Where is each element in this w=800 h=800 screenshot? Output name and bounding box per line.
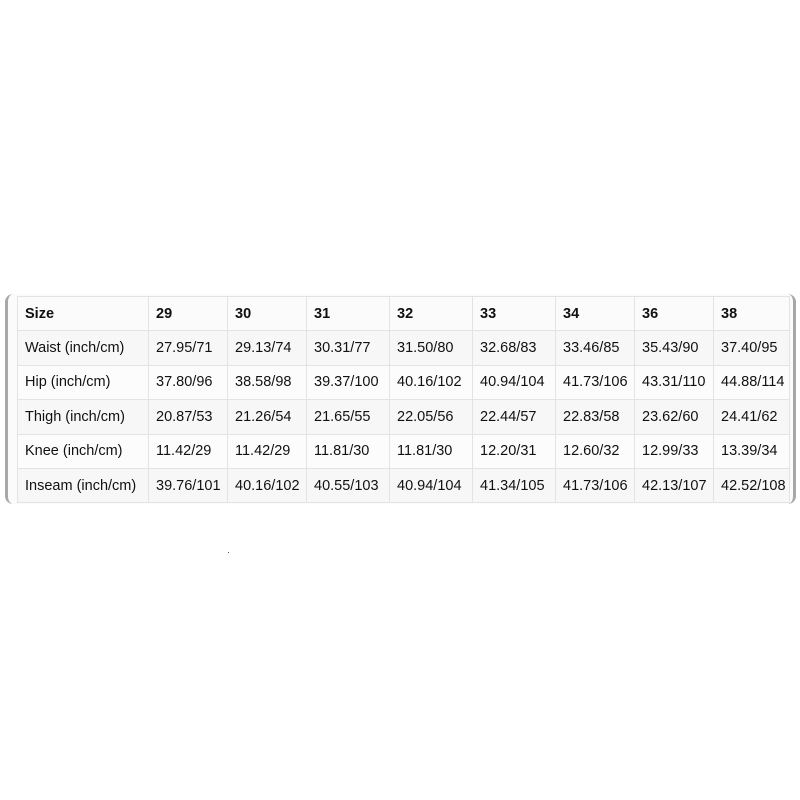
table-cell: 35.43/90 <box>635 331 714 365</box>
table-row-thigh <box>18 400 790 434</box>
table-cell: 12.99/33 <box>635 434 714 468</box>
table-cell: 13.39/34 <box>714 434 790 468</box>
table-cell: 29.13/74 <box>228 331 307 365</box>
header-row <box>18 297 790 331</box>
table-cell: 27.95/71 <box>149 331 228 365</box>
header-cell-size: Size <box>18 297 149 331</box>
row-label-inseam: Inseam (inch/cm) <box>18 468 149 502</box>
header-cell-29: 29 <box>149 297 228 331</box>
table-cell: 42.52/108 <box>714 468 790 502</box>
table-cell: 22.05/56 <box>390 400 473 434</box>
table-cell: 11.42/29 <box>149 434 228 468</box>
table-cell: 11.81/30 <box>390 434 473 468</box>
header-cell-31: 31 <box>307 297 390 331</box>
table-cell: 40.94/104 <box>390 468 473 502</box>
size-chart-card <box>5 294 796 504</box>
table-cell: 23.62/60 <box>635 400 714 434</box>
table-cell: 41.73/106 <box>556 468 635 502</box>
row-label-thigh: Thigh (inch/cm) <box>18 400 149 434</box>
table-cell: 21.65/55 <box>307 400 390 434</box>
table-cell: 42.13/107 <box>635 468 714 502</box>
table-cell: 37.80/96 <box>149 365 228 399</box>
table-cell: 22.44/57 <box>473 400 556 434</box>
table-row-hip <box>18 365 790 399</box>
table-cell: 43.31/110 <box>635 365 714 399</box>
row-label-hip: Hip (inch/cm) <box>18 365 149 399</box>
table-cell: 30.31/77 <box>307 331 390 365</box>
table-cell: 41.73/106 <box>556 365 635 399</box>
table-cell: 39.76/101 <box>149 468 228 502</box>
table-cell: 20.87/53 <box>149 400 228 434</box>
header-cell-32: 32 <box>390 297 473 331</box>
header-cell-34: 34 <box>556 297 635 331</box>
table-cell: 40.55/103 <box>307 468 390 502</box>
table-cell: 11.81/30 <box>307 434 390 468</box>
table-cell: 37.40/95 <box>714 331 790 365</box>
table-cell: 39.37/100 <box>307 365 390 399</box>
table-cell: 11.42/29 <box>228 434 307 468</box>
size-chart-table <box>17 296 790 503</box>
table-cell: 38.58/98 <box>228 365 307 399</box>
table-cell: 40.94/104 <box>473 365 556 399</box>
header-cell-36: 36 <box>635 297 714 331</box>
header-cell-38: 38 <box>714 297 790 331</box>
table-cell: 12.60/32 <box>556 434 635 468</box>
row-label-waist: Waist (inch/cm) <box>18 331 149 365</box>
table-cell: 44.88/114 <box>714 365 790 399</box>
header-cell-30: 30 <box>228 297 307 331</box>
header-cell-33: 33 <box>473 297 556 331</box>
table-row-inseam <box>18 468 790 502</box>
table-cell: 40.16/102 <box>390 365 473 399</box>
row-label-knee: Knee (inch/cm) <box>18 434 149 468</box>
table-cell: 41.34/105 <box>473 468 556 502</box>
table-cell: 32.68/83 <box>473 331 556 365</box>
table-cell: 33.46/85 <box>556 331 635 365</box>
stray-dot <box>228 552 229 553</box>
table-cell: 12.20/31 <box>473 434 556 468</box>
table-row-waist <box>18 331 790 365</box>
table-cell: 21.26/54 <box>228 400 307 434</box>
table-cell: 22.83/58 <box>556 400 635 434</box>
table-cell: 40.16/102 <box>228 468 307 502</box>
table-cell: 31.50/80 <box>390 331 473 365</box>
table-cell: 24.41/62 <box>714 400 790 434</box>
table-row-knee <box>18 434 790 468</box>
